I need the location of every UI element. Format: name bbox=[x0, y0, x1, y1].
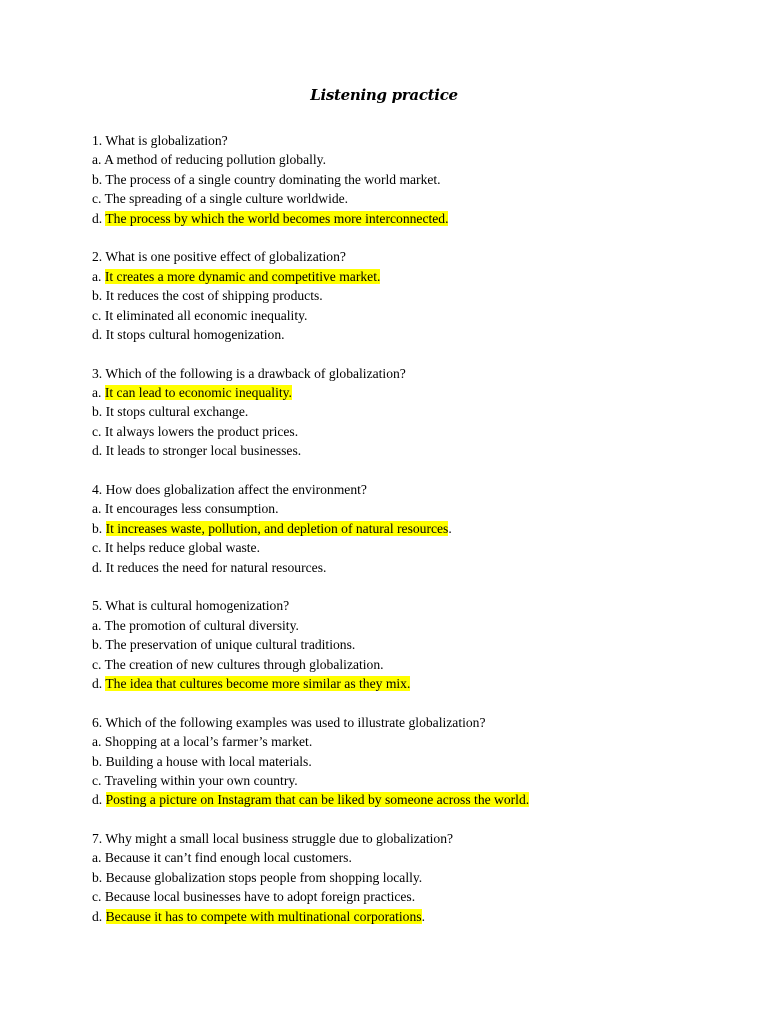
answer-option-6-a bbox=[92, 732, 712, 751]
option-letter: a. bbox=[92, 501, 105, 517]
option-text: It always lowers the product prices. bbox=[104, 423, 299, 439]
option-suffix: . bbox=[448, 520, 452, 536]
question-list bbox=[92, 131, 712, 945]
option-letter: a. bbox=[92, 152, 105, 168]
option-letter: a. bbox=[92, 734, 105, 750]
answer-option-6-b bbox=[92, 752, 712, 771]
option-letter: c. bbox=[92, 889, 105, 905]
highlighted-answer-text: It creates a more dynamic and competitive market. bbox=[104, 268, 381, 284]
option-text: It stops cultural exchange. bbox=[105, 404, 249, 420]
question-block-6 bbox=[92, 713, 712, 810]
answer-option-7-b bbox=[92, 868, 712, 887]
answer-option-5-c bbox=[92, 655, 712, 674]
question-text: 4. How does globalization affect the environment? bbox=[92, 482, 367, 498]
highlighted-answer-text: It increases waste, pollution, and depletion of natural resources bbox=[105, 520, 449, 536]
question-text: 6. Which of the following examples was used to illustrate globalization? bbox=[92, 714, 486, 730]
answer-option-1-c bbox=[92, 189, 712, 208]
option-text: Because local businesses have to adopt foreign practices. bbox=[104, 889, 416, 905]
page-title: Listening practice bbox=[310, 86, 458, 104]
answer-option-7-d bbox=[92, 907, 712, 926]
option-text: Shopping at a local’s farmer’s market. bbox=[104, 734, 313, 750]
option-letter: c. bbox=[92, 540, 105, 556]
option-text: It helps reduce global waste. bbox=[104, 540, 260, 556]
question-text: 1. What is globalization? bbox=[92, 133, 228, 148]
question-block-4 bbox=[92, 480, 712, 577]
answer-option-7-c bbox=[92, 887, 712, 906]
option-text: The process of a single country dominating the world market. bbox=[105, 171, 441, 187]
option-text: It reduces the need for natural resources. bbox=[105, 559, 327, 575]
answer-option-2-c bbox=[92, 306, 712, 325]
option-letter: d. bbox=[92, 559, 106, 575]
option-text: It reduces the cost of shipping products. bbox=[105, 288, 323, 304]
answer-option-4-b bbox=[92, 519, 712, 538]
option-letter: b. bbox=[92, 171, 106, 187]
answer-option-1-b bbox=[92, 170, 712, 189]
option-text: The preservation of unique cultural traditions. bbox=[105, 637, 356, 653]
highlighted-answer-text: Posting a picture on Instagram that can be liked by someone across the world. bbox=[105, 792, 530, 808]
answer-option-2-a bbox=[92, 267, 712, 286]
option-letter: d. bbox=[92, 675, 106, 691]
answer-option-2-b bbox=[92, 286, 712, 305]
option-letter: d. bbox=[92, 792, 106, 808]
option-letter: b. bbox=[92, 753, 106, 769]
answer-option-2-d bbox=[92, 325, 712, 344]
option-text: It stops cultural homogenization. bbox=[105, 326, 285, 342]
option-text: It encourages less consumption. bbox=[104, 501, 279, 517]
option-letter: b. bbox=[92, 637, 106, 653]
question-block-2 bbox=[92, 247, 712, 344]
question-block-7 bbox=[92, 829, 712, 926]
option-letter: d. bbox=[92, 326, 106, 342]
highlighted-answer-text: Because it has to compete with multinational corporations bbox=[105, 908, 422, 924]
question-text: 3. Which of the following is a drawback of globalization? bbox=[92, 365, 406, 381]
answer-option-3-b bbox=[92, 402, 712, 421]
option-letter: c. bbox=[92, 307, 105, 323]
answer-option-5-a bbox=[92, 616, 712, 635]
option-letter: d. bbox=[92, 210, 106, 226]
answer-option-6-d bbox=[92, 790, 712, 809]
answer-option-6-c bbox=[92, 771, 712, 790]
option-letter: a. bbox=[92, 268, 105, 284]
option-letter: b. bbox=[92, 404, 106, 420]
option-letter: a. bbox=[92, 617, 105, 633]
option-text: It eliminated all economic inequality. bbox=[104, 307, 308, 323]
answer-option-5-d bbox=[92, 674, 712, 693]
question-text: 2. What is one positive effect of globalization? bbox=[92, 249, 346, 265]
highlighted-answer-text: It can lead to economic inequality. bbox=[104, 385, 292, 401]
option-suffix: . bbox=[421, 908, 425, 924]
option-letter: a. bbox=[92, 850, 105, 866]
option-letter: d. bbox=[92, 443, 106, 459]
option-letter: b. bbox=[92, 288, 106, 304]
option-letter: b. bbox=[92, 869, 106, 885]
question-text: 5. What is cultural homogenization? bbox=[92, 598, 290, 614]
answer-option-1-d bbox=[92, 209, 712, 228]
question-block-3 bbox=[92, 364, 712, 461]
highlighted-answer-text: The process by which the world becomes more interconnected. bbox=[105, 210, 449, 226]
answer-option-3-d bbox=[92, 441, 712, 460]
option-text: Because it can’t find enough local customers. bbox=[104, 850, 352, 866]
highlighted-answer-text: The idea that cultures become more similar as they mix. bbox=[105, 675, 411, 691]
option-text: Because globalization stops people from shopping locally. bbox=[105, 869, 423, 885]
answer-option-7-a bbox=[92, 848, 712, 867]
option-text: Building a house with local materials. bbox=[105, 753, 312, 769]
option-letter: b. bbox=[92, 520, 106, 536]
option-letter: c. bbox=[92, 656, 105, 672]
option-text: The promotion of cultural diversity. bbox=[104, 617, 299, 633]
option-letter: c. bbox=[92, 423, 105, 439]
option-text: Traveling within your own country. bbox=[104, 772, 298, 788]
question-block-1 bbox=[92, 131, 712, 228]
question-block-5 bbox=[92, 596, 712, 693]
option-letter: d. bbox=[92, 908, 106, 924]
option-text: The spreading of a single culture worldwide. bbox=[104, 191, 349, 207]
option-text: A method of reducing pollution globally. bbox=[104, 152, 326, 168]
option-text: It leads to stronger local businesses. bbox=[105, 443, 302, 459]
question-text: 7. Why might a small local business struggle due to globalization? bbox=[92, 831, 454, 847]
option-letter: c. bbox=[92, 191, 105, 207]
answer-option-4-a bbox=[92, 499, 712, 518]
answer-option-1-a bbox=[92, 150, 712, 169]
option-text: The creation of new cultures through globalization. bbox=[104, 656, 384, 672]
answer-option-4-d bbox=[92, 558, 712, 577]
answer-option-4-c bbox=[92, 538, 712, 557]
option-letter: a. bbox=[92, 385, 105, 401]
answer-option-3-c bbox=[92, 422, 712, 441]
answer-option-3-a bbox=[92, 383, 712, 402]
answer-option-5-b bbox=[92, 635, 712, 654]
option-letter: c. bbox=[92, 772, 105, 788]
